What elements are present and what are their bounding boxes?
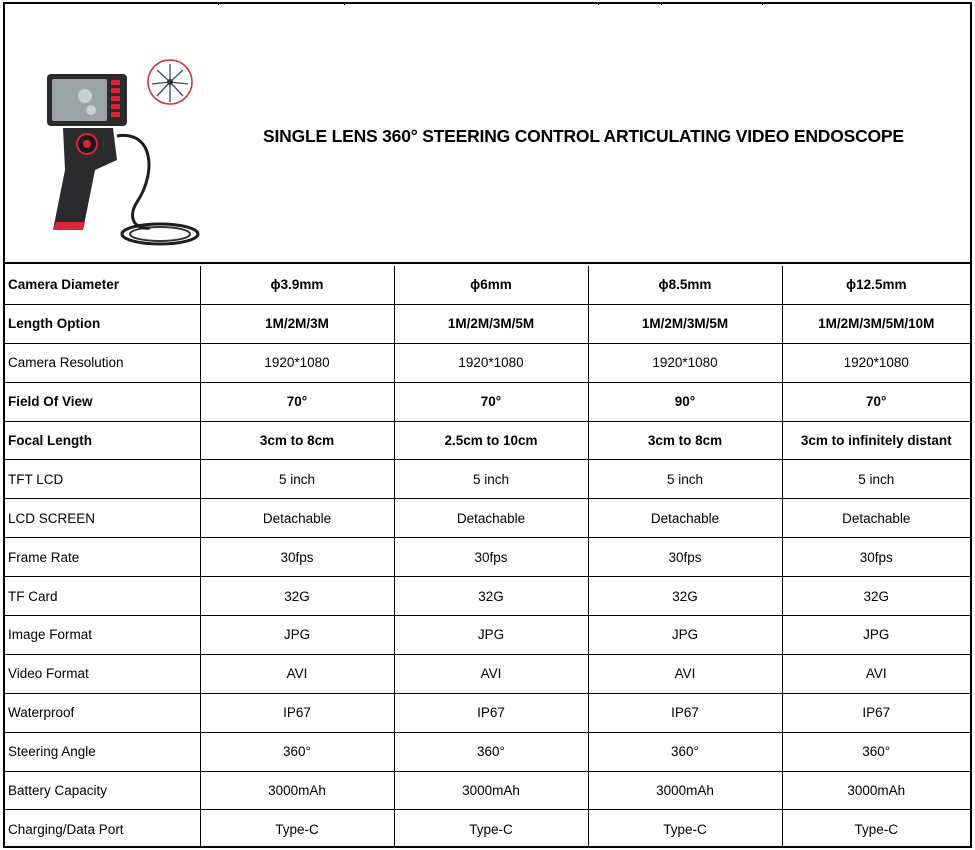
table-cell: 90° <box>588 382 782 421</box>
table-cell: ϕ8.5mm <box>588 266 782 304</box>
table-cell: 1920*1080 <box>394 343 588 382</box>
table-cell: IP67 <box>588 693 782 732</box>
table-cell: ϕ3.9mm <box>200 266 394 304</box>
spec-table <box>5 266 970 848</box>
table-row <box>5 810 970 848</box>
table-cell: 3000mAh <box>782 771 970 810</box>
table-cell: ϕ12.5mm <box>782 266 970 304</box>
spec-table-body <box>5 266 970 848</box>
table-cell: ϕ6mm <box>394 266 588 304</box>
row-label: Camera Diameter <box>5 266 200 304</box>
table-cell: Detachable <box>394 499 588 538</box>
endoscope-product-image <box>25 52 215 252</box>
table-cell: 1920*1080 <box>782 343 970 382</box>
table-cell: IP67 <box>782 693 970 732</box>
table-cell: 1M/2M/3M/5M/10M <box>782 304 970 343</box>
row-label: Steering Angle <box>5 732 200 771</box>
table-cell: 30fps <box>394 538 588 577</box>
table-cell: Type-C <box>394 810 588 848</box>
row-label: Image Format <box>5 616 200 655</box>
table-cell: Detachable <box>782 499 970 538</box>
table-cell: 32G <box>200 577 394 616</box>
spec-sheet <box>3 2 972 848</box>
row-label: Waterproof <box>5 693 200 732</box>
table-cell: 5 inch <box>200 460 394 499</box>
table-cell: Type-C <box>782 810 970 848</box>
row-label: Video Format <box>5 654 200 693</box>
table-cell: Detachable <box>588 499 782 538</box>
table-row <box>5 538 970 577</box>
cable-icon <box>117 135 150 228</box>
table-cell: 32G <box>782 577 970 616</box>
table-cell: 360° <box>782 732 970 771</box>
table-cell: IP67 <box>394 693 588 732</box>
table-cell: 5 inch <box>782 460 970 499</box>
table-cell: 3000mAh <box>588 771 782 810</box>
table-cell: 360° <box>394 732 588 771</box>
table-cell: 1920*1080 <box>588 343 782 382</box>
row-label: Battery Capacity <box>5 771 200 810</box>
table-cell: 5 inch <box>394 460 588 499</box>
table-cell: 3000mAh <box>394 771 588 810</box>
table-cell: Type-C <box>200 810 394 848</box>
table-cell: 1M/2M/3M <box>200 304 394 343</box>
table-row <box>5 266 970 304</box>
table-row <box>5 460 970 499</box>
table-cell: 1M/2M/3M/5M <box>394 304 588 343</box>
table-cell: 30fps <box>782 538 970 577</box>
table-row <box>5 732 970 771</box>
table-cell: 2.5cm to 10cm <box>394 421 588 460</box>
table-cell: JPG <box>394 616 588 655</box>
table-cell: AVI <box>782 654 970 693</box>
table-cell: 30fps <box>200 538 394 577</box>
table-row <box>5 343 970 382</box>
table-row <box>5 577 970 616</box>
table-row <box>5 693 970 732</box>
table-cell: AVI <box>200 654 394 693</box>
table-cell: AVI <box>588 654 782 693</box>
table-row <box>5 304 970 343</box>
table-cell: 32G <box>588 577 782 616</box>
table-cell: 1920*1080 <box>200 343 394 382</box>
row-label: Frame Rate <box>5 538 200 577</box>
table-cell: Type-C <box>588 810 782 848</box>
table-cell: 360° <box>588 732 782 771</box>
table-cell: JPG <box>200 616 394 655</box>
row-label: Length Option <box>5 304 200 343</box>
table-row <box>5 654 970 693</box>
row-label: Focal Length <box>5 421 200 460</box>
table-cell: AVI <box>394 654 588 693</box>
table-cell: 3000mAh <box>200 771 394 810</box>
page-title: SINGLE LENS 360° STEERING CONTROL ARTICULATING VIDEO ENDOSCOPE <box>263 126 904 146</box>
table-cell: 32G <box>394 577 588 616</box>
table-row <box>5 421 970 460</box>
row-label: TFT LCD <box>5 460 200 499</box>
table-cell: 3cm to 8cm <box>200 421 394 460</box>
table-cell: 3cm to 8cm <box>588 421 782 460</box>
row-label: Charging/Data Port <box>5 810 200 848</box>
row-label: Field Of View <box>5 382 200 421</box>
table-cell: JPG <box>588 616 782 655</box>
table-cell: 70° <box>782 382 970 421</box>
table-row <box>5 382 970 421</box>
table-cell: 360° <box>200 732 394 771</box>
table-cell: 70° <box>200 382 394 421</box>
header <box>5 4 970 264</box>
table-cell: IP67 <box>200 693 394 732</box>
table-row <box>5 616 970 655</box>
table-cell: 70° <box>394 382 588 421</box>
table-cell: 30fps <box>588 538 782 577</box>
table-cell: Detachable <box>200 499 394 538</box>
table-cell: 1M/2M/3M/5M <box>588 304 782 343</box>
row-label: LCD SCREEN <box>5 499 200 538</box>
table-row <box>5 499 970 538</box>
row-label: Camera Resolution <box>5 343 200 382</box>
table-row <box>5 771 970 810</box>
table-cell: JPG <box>782 616 970 655</box>
row-label: TF Card <box>5 577 200 616</box>
table-cell: 3cm to infinitely distant <box>782 421 970 460</box>
table-cell: 5 inch <box>588 460 782 499</box>
